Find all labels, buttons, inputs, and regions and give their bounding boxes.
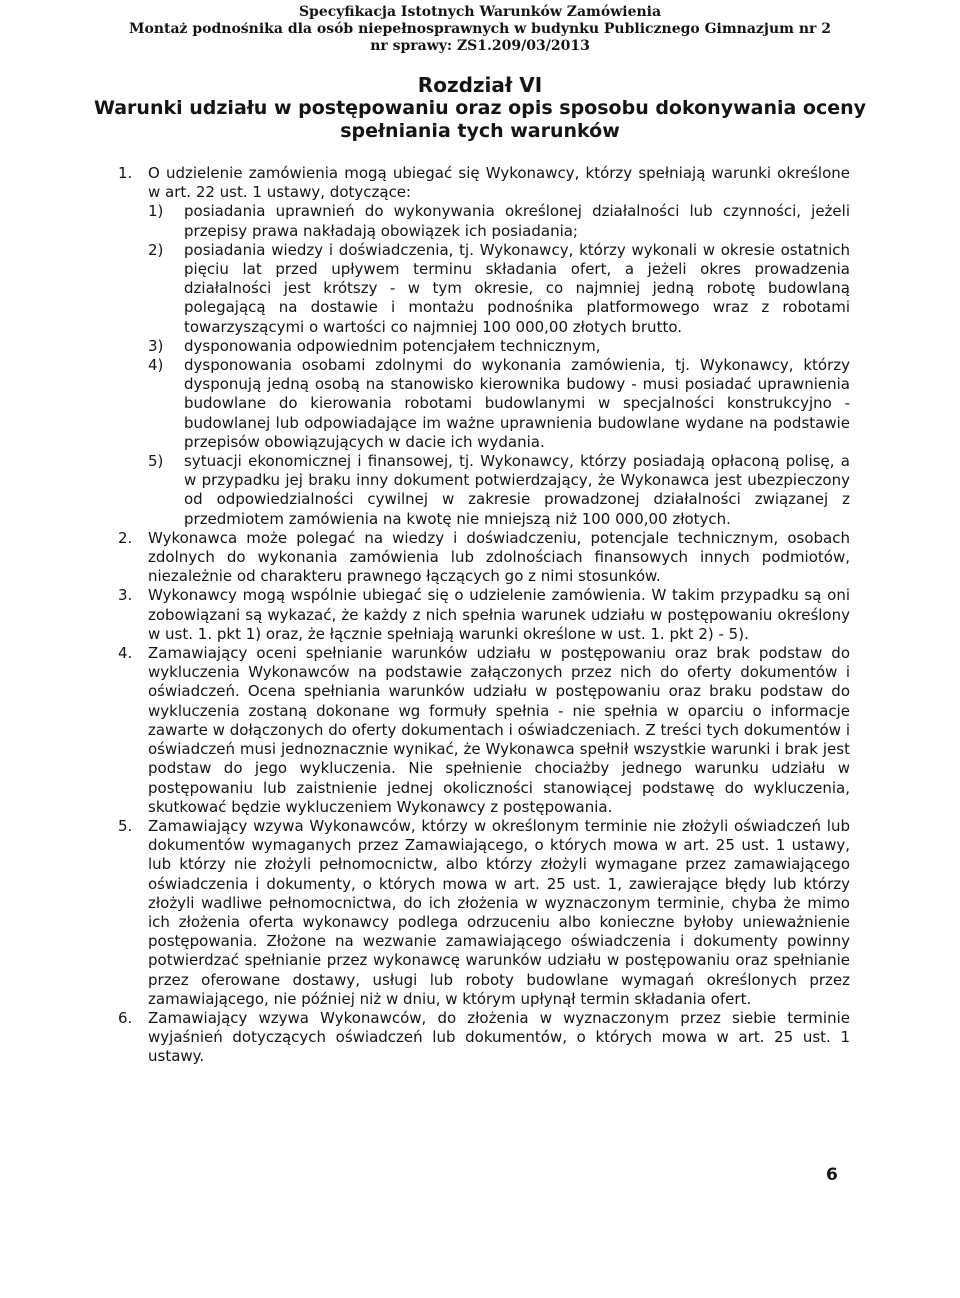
sub-list-item [148, 337, 850, 356]
header-case-number: nr sprawy: ZS1.209/03/2013 [370, 38, 590, 54]
item-text: Zamawiający wzywa Wykonawców, którzy w określonym terminie nie złożyli oświadczeń lub dokumentów wymaganych przez Zamawiającego, o których mowa w art. 25 ust. 1 ustawy, lub którzy nie złożyli pełnomocnictw, albo którzy złożyli wymagane przez zamawiającego oświadczenia i dokumenty, o których mowa w art. 25 ust. 1, zawierające błędy lub którzy złożyli wadliwe pełnomocnictwa, do ich złożenia w wyznaczonym terminie, chyba że mimo ich złożenia oferta wykonawcy podlega odrzuceniu albo konieczne byłoby unieważnienie postępowania. Złożone na wezwanie zamawiającego oświadczenia i dokumenty powinny potwierdzać spełnianie przez wykonawcę warunków udziału w postępowaniu oraz spełnianie przez oferowane dostawy, usługi lub roboty budowlane wymagań określonych przez zamawiającego, nie później niż w dniu, w którym upłynął termin składania ofert. [148, 816, 850, 1008]
list-item [118, 644, 850, 817]
list-item [118, 1009, 850, 1067]
sub-list-item [148, 202, 850, 240]
list-item [118, 164, 850, 529]
header-title: Specyfikacja Istotnych Warunków Zamówienia [298, 4, 662, 20]
sub-item-number: 4) [148, 356, 164, 375]
sub-list-item [148, 241, 850, 337]
chapter-subtitle-line1: Warunki udziału w postępowaniu oraz opis sposobu dokonywania oceny [93, 97, 867, 119]
item-text: Wykonawcy mogą wspólnie ubiegać się o udzielenie zamówienia. W takim przypadku są oni zobowiązani są wykazać, że każdy z nich spełnia warunek udziału w postępowaniu określony w ust. 1. pkt 1) oraz, że łącznie spełniają warunki określone w ust. 1. pkt 2) - 5). [148, 586, 850, 643]
item-text: Zamawiający oceni spełnianie warunków udziału w postępowaniu oraz brak podstaw do wykluczenia Wykonawców na podstawie załączonych przez nich do oferty dokumentów i oświadczeń. Ocena spełniania warunków udziału w postępowaniu oraz braku podstaw do wykluczenia zostaną dokonane wg formuły spełnia - nie spełnia w oparciu o informacje zawarte w dołączonych do oferty dokumentach i oświadczeniach. Z treści tych dokumentów i oświadczeń musi jednoznacznie wynikać, że Wykonawca spełnił wszystkie warunki i brak jest podstaw do jego wykluczenia. Nie spełnienie chociażby jednego warunku udziału w postępowaniu lub zaistnienie jednej okoliczności stanowiącej podstawę do wykluczenia, skutkować będzie wykluczeniem Wykonawcy z postępowania. [148, 644, 850, 816]
item-number: 2. [118, 528, 133, 547]
item-number: 6. [118, 1008, 133, 1027]
sub-item-number: 1) [148, 202, 164, 221]
chapter-title: Rozdział VI [417, 73, 543, 97]
item-number: 1. [118, 164, 133, 182]
sub-item-number: 3) [148, 336, 164, 355]
list-item [118, 529, 850, 587]
sub-item-text: posiadania wiedzy i doświadczenia, tj. Wykonawcy, którzy wykonali w okresie ostatnich pięciu lat przed upływem terminu składania ofert, a jeżeli okres prowadzenia działalności jest krótszy - w tym okresie, co najmniej jedną robotę budowlaną polegającą na dostawie i montażu podnośnika platformowego wraz z robotami towarzyszącymi o wartości co najmniej 100 000,00 złotych brutto. [184, 240, 850, 336]
list-item [118, 586, 850, 644]
header-subject: Montaż podnośnika dla osób niepełnosprawnych w budynku Publicznego Gimnazjum nr 2 [128, 21, 831, 37]
document-body [118, 164, 850, 1067]
sub-list-item [148, 452, 850, 529]
item-text: Zamawiający wzywa Wykonawców, do złożenia w wyznaczonym przez siebie terminie wyjaśnień dotyczących oświadczeń lub dokumentów, o których mowa w art. 25 ust. 1 ustawy. [148, 1008, 850, 1066]
item-number: 4. [118, 644, 133, 663]
item-number: 3. [118, 586, 133, 605]
document-header [0, 4, 960, 55]
sub-item-number: 5) [148, 452, 164, 471]
sub-item-text: dysponowania odpowiednim potencjałem technicznym, [184, 336, 601, 355]
list-item [118, 817, 850, 1009]
item-text: Wykonawca może polegać na wiedzy i doświadczeniu, potencjale technicznym, osobach zdolnych do wykonania zamówienia lub zdolnościach finansowych innych podmiotów, niezależnie od charakteru prawnego łączących go z nimi stosunków. [148, 528, 850, 586]
chapter-heading [0, 74, 960, 143]
sub-item-text: sytuacji ekonomicznej i finansowej, tj. Wykonawcy, którzy posiadają opłaconą polisę, a w przypadku jej braku inny dokument potwierdzający, że Wykonawca jest ubezpieczony od odpowiedzialności cywilnej w zakresie prowadzonej działalności związanej z przedmiotem zamówienia na kwotę nie mniejszą niż 100 000,00 złotych. [184, 452, 850, 528]
item-number: 5. [118, 816, 133, 835]
sub-item-number: 2) [148, 240, 164, 259]
sub-item-text: dysponowania osobami zdolnymi do wykonania zamówienia, tj. Wykonawcy, którzy dysponują jedną osobą na stanowisko kierownika budowy - musi posiadać uprawnienia budowlane do kierowania robotami budowlanymi w specjalności konstrukcyjno - budowlanej lub odpowiadające im ważne uprawnienia budowlane wydane na podstawie przepisów obowiązujących w dacie ich wydania. [184, 356, 850, 451]
chapter-subtitle-line2: spełniania tych warunków [340, 120, 620, 142]
sub-item-text: posiadania uprawnień do wykonywania określonej działalności lub czynności, jeżeli przepisy prawa nakładają obowiązek ich posiadania; [184, 202, 850, 240]
page-number: 6 [826, 1165, 838, 1185]
item-text: O udzielenie zamówienia mogą ubiegać się Wykonawcy, którzy spełniają warunki określone w art. 22 ust. 1 ustawy, dotyczące: [148, 164, 850, 202]
sub-list-item [148, 356, 850, 452]
